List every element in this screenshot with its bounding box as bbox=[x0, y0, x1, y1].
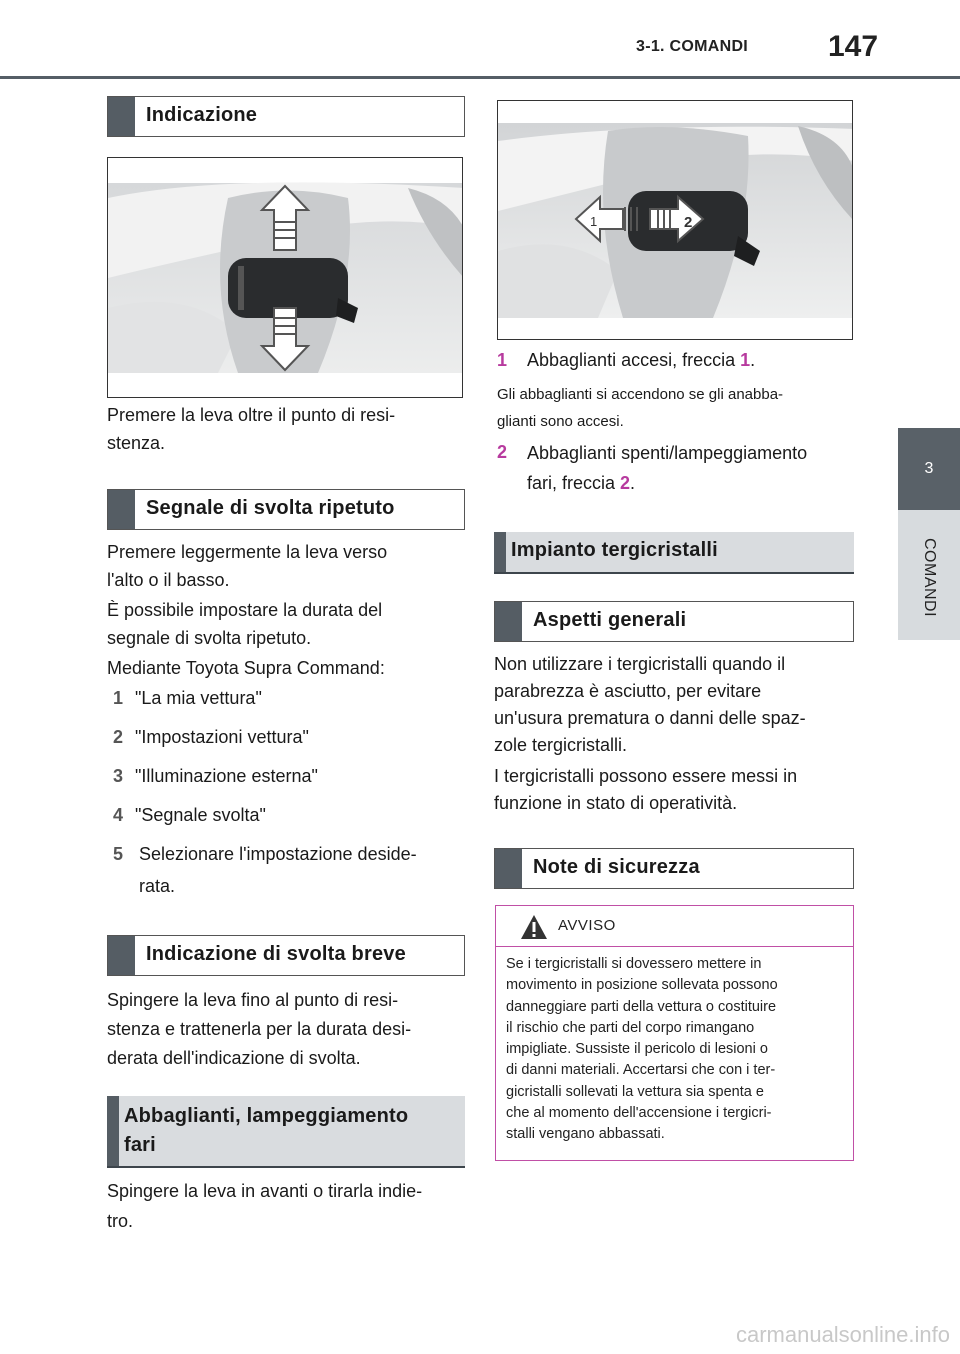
paragraph-non-utilizzare: Non utilizzare i tergicristalli quando il parabrezza è asciutto, per evitare un'usura prematura o danni delle spaz- zole tergicristalli. bbox=[494, 654, 806, 755]
list-item bbox=[113, 801, 463, 829]
list-text-end: . bbox=[630, 473, 636, 493]
figure-turn-signal-lever bbox=[107, 157, 463, 398]
list-number: 5 bbox=[113, 844, 124, 864]
list-text: "Impostazioni vettura" bbox=[135, 727, 309, 747]
figure-high-beam-lever bbox=[497, 100, 853, 340]
warning-title: AVVISO bbox=[558, 917, 616, 934]
list-text: Abbaglianti accesi, freccia bbox=[527, 350, 741, 370]
list-text-end: . bbox=[750, 350, 756, 370]
warning-body: Se i tergicristalli si dovessero mettere in movimento in posizione sollevata possono danneggiare parti della vettura o costituire il rischio che parti del corpo rimangano impigliate. Sussiste il pericolo di lesioni o di danni materiali. Accertarsi che con i ter- gicristalli sollevati la vettura sia spenta e che al momento dell'accensione i tergicri- stalli vengano abbassati. bbox=[506, 956, 778, 1143]
paragraph-premere: Premere la leva oltre il punto di resi- stenza. bbox=[107, 405, 396, 453]
chapter-tab-number: 3 bbox=[898, 428, 960, 510]
list-item bbox=[113, 723, 463, 751]
heading-indicazione bbox=[107, 96, 465, 137]
heading-bar bbox=[108, 936, 135, 975]
lever-forward-back-illustration bbox=[498, 101, 853, 340]
heading-bar bbox=[494, 532, 506, 572]
heading-note-sicurezza bbox=[494, 848, 854, 889]
heading-text: Indicazione di svolta breve bbox=[146, 943, 406, 965]
paragraph-leggermente: Premere leggermente la leva verso l'alto o il basso. bbox=[107, 542, 388, 590]
header-divider bbox=[0, 76, 960, 79]
heading-bar bbox=[495, 849, 522, 888]
warning-box bbox=[495, 905, 854, 1161]
list-item bbox=[113, 840, 463, 902]
list-text: Abbaglianti spenti/lampeggiamento fari, freccia bbox=[527, 443, 808, 493]
lever-up-down-illustration bbox=[108, 158, 463, 398]
list-number: 1 bbox=[113, 688, 124, 708]
list-text: "Illuminazione esterna" bbox=[135, 766, 318, 786]
heading-abbaglianti bbox=[107, 1096, 465, 1168]
paragraph-spingere: Spingere la leva fino al punto di resi- stenza e trattenerla per la durata desi- derata dell'indicazione di svolta. bbox=[107, 990, 412, 1068]
warning-triangle-icon bbox=[520, 914, 548, 940]
heading-bar bbox=[108, 490, 135, 529]
heading-text: Abbaglianti, lampeggiamento fari bbox=[124, 1105, 409, 1156]
list-text: "Segnale svolta" bbox=[135, 805, 266, 825]
list-number: 1 bbox=[497, 350, 508, 370]
heading-text: Indicazione bbox=[146, 104, 258, 126]
heading-text: Note di sicurezza bbox=[533, 856, 700, 878]
warning-header bbox=[496, 906, 853, 947]
note-anabbaglianti: Gli abbaglianti si accendono se gli anabba- glianti sono accesi. bbox=[497, 386, 784, 430]
chapter-tab-label: COMANDI bbox=[921, 538, 938, 618]
list-text: "La mia vettura" bbox=[135, 688, 262, 708]
arrow-reference: 2 bbox=[620, 473, 631, 493]
paragraph-mediante: Mediante Toyota Supra Command: bbox=[107, 658, 385, 678]
heading-impianto-tergicristalli bbox=[494, 532, 854, 574]
list-text: Selezionare l'impostazione deside- rata. bbox=[139, 844, 417, 896]
heading-bar bbox=[107, 1096, 119, 1166]
heading-bar bbox=[108, 97, 135, 136]
list-item bbox=[113, 762, 463, 790]
heading-segnale-ripetuto bbox=[107, 489, 465, 530]
figure-label-1: 1 bbox=[590, 214, 598, 229]
paragraph-avanti: Spingere la leva in avanti o tirarla indie- tro. bbox=[107, 1181, 423, 1231]
heading-bar bbox=[495, 602, 522, 641]
paragraph-possibile: È possibile impostare la durata del segnale di svolta ripetuto. bbox=[107, 600, 383, 648]
heading-text: Impianto tergicristalli bbox=[511, 539, 718, 561]
list-text-wrapper bbox=[527, 438, 807, 498]
watermark: carmanualsonline.info bbox=[735, 1322, 950, 1347]
heading-aspetti-generali bbox=[494, 601, 854, 642]
list-number: 3 bbox=[113, 766, 124, 786]
list-item bbox=[113, 684, 463, 712]
list-number: 2 bbox=[497, 442, 508, 462]
arrow-reference: 1 bbox=[740, 350, 751, 370]
heading-text: Aspetti generali bbox=[533, 609, 687, 631]
page-number: 147 bbox=[828, 30, 879, 63]
section-title: 3-1. COMANDI bbox=[636, 38, 749, 55]
heading-text: Segnale di svolta ripetuto bbox=[146, 497, 395, 519]
figure-label-2: 2 bbox=[684, 214, 693, 231]
list-number: 2 bbox=[113, 727, 124, 747]
list-item-abbaglianti-accesi bbox=[497, 346, 857, 374]
list-number: 4 bbox=[113, 805, 124, 825]
paragraph-operativita: I tergicristalli possono essere messi in funzione in stato di operatività. bbox=[494, 766, 798, 813]
list-item-lampeggiamento bbox=[497, 438, 857, 498]
heading-svolta-breve bbox=[107, 935, 465, 976]
